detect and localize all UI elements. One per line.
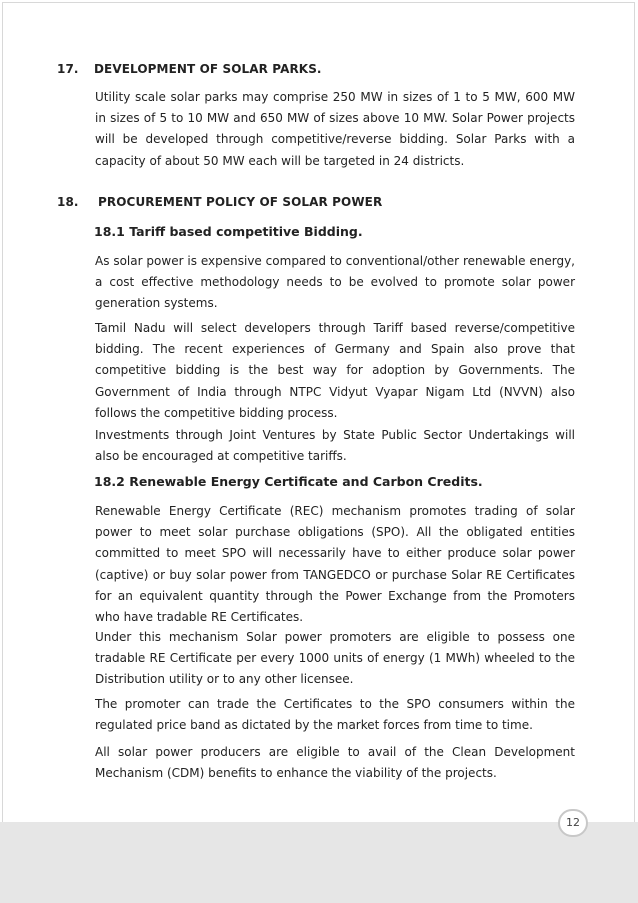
paragraph: Investments through Joint Ventures by State Public Sector Undertakings will also be encouraged at competitive tariffs.: [95, 428, 575, 464]
section-17-paragraph: Utility scale solar parks may comprise 250 MW in sizes of 1 to 5 MW, 600 MW in sizes of 5 to 10 MW and 650 MW of sizes above 10 MW. Solar Power projects will be developed through competitive/reverse bidding. Solar Parks with a capacity of about 50 MW each will be targeted in 24 districts.: [95, 90, 575, 168]
paragraph: The promoter can trade the Certificates to the SPO consumers within the regulated price band as dictated by the market forces from time to time.: [95, 697, 575, 733]
paragraph: Under this mechanism Solar power promoters are eligible to possess one tradable RE Certificate per every 1000 units of energy (1 MWh) wheeled to the Distribution utility or to any other licensee.: [95, 630, 575, 687]
paragraph: All solar power producers are eligible to avail of the Clean Development Mechanism (CDM) benefits to enhance the viability of the projects.: [95, 745, 575, 781]
section-title: DEVELOPMENT OF SOLAR PARKS.: [94, 62, 322, 76]
subsection-18-1-heading: 18.1 Tariff based competitive Bidding.: [94, 224, 363, 239]
paragraph: As solar power is expensive compared to conventional/other renewable energy, a cost effective methodology needs to be evolved to promote solar power generation systems.: [95, 254, 575, 311]
paragraph: Renewable Energy Certificate (REC) mechanism promotes trading of solar power to meet solar purchase obligations (SPO). All the obligated entities committed to meet SPO will necessarily have to either produce solar power (captive) or buy solar power from TANGEDCO or purchase Solar RE Certificates for an equivalent quantity through the Power Exchange from the Promoters who have tradable RE Certificates.: [95, 504, 575, 625]
page-number: 12: [558, 809, 588, 837]
footer-band: [0, 822, 638, 903]
paragraph: Tamil Nadu will select developers through Tariff based reverse/competitive bidding. The recent experiences of Germany and Spain also prove that competitive bidding is the best way for adoption by Governments. The Government of India through NTPC Vidyut Vyapar Nigam Ltd (NVVN) also follows the competitive bidding process.: [95, 321, 575, 420]
section-title: PROCUREMENT POLICY OF SOLAR POWER: [98, 195, 383, 209]
section-number: 17.: [57, 62, 79, 76]
section-number: 18.: [57, 195, 79, 209]
subsection-18-2-heading: 18.2 Renewable Energy Certificate and Carbon Credits.: [94, 474, 483, 489]
